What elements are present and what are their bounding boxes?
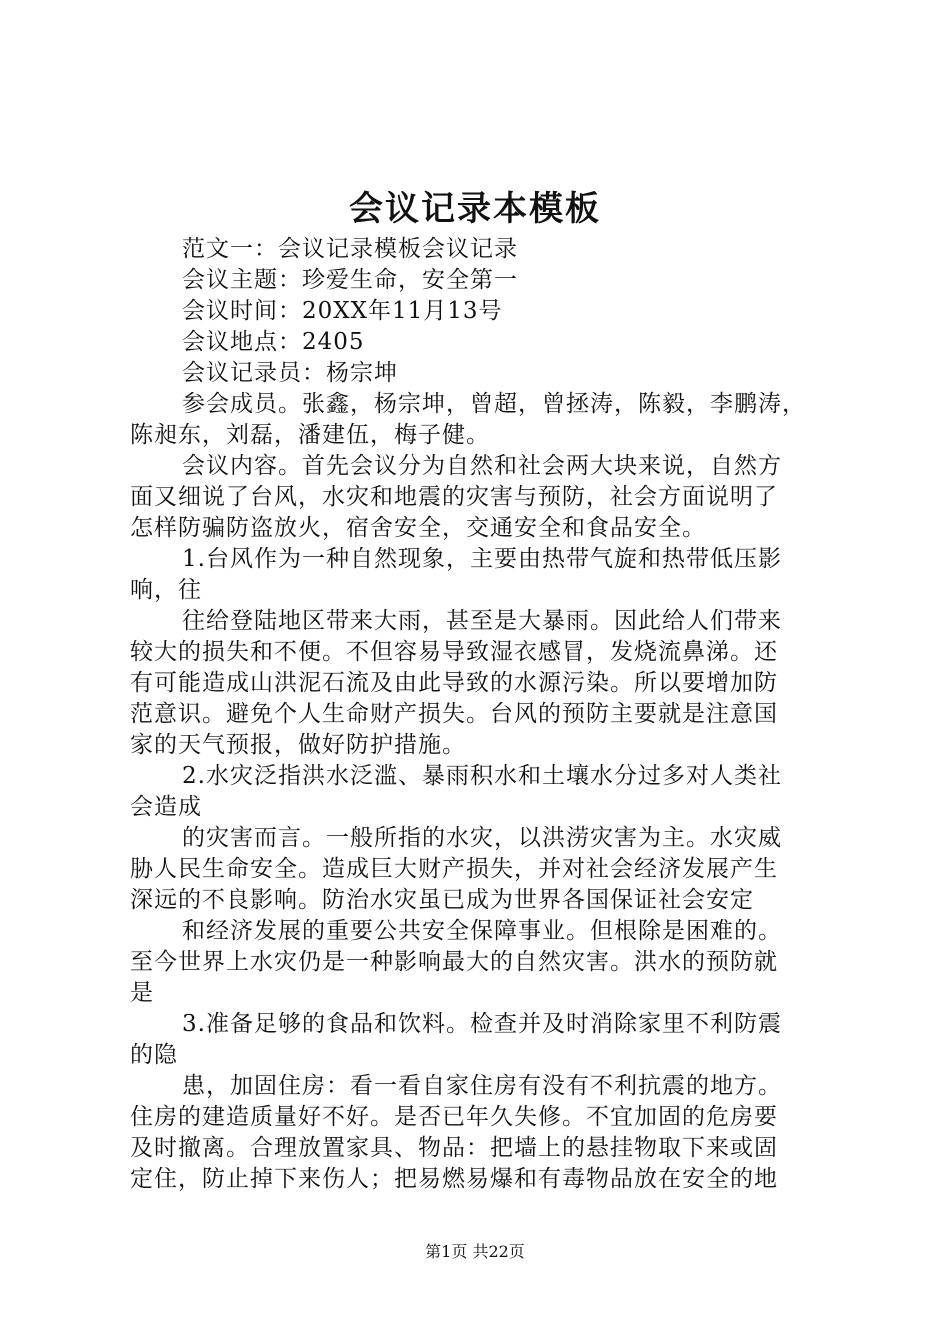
document-title: 会议记录本模板	[349, 189, 601, 229]
text-line: 会议地点：2405	[182, 329, 365, 355]
text-line: 3.准备足够的食品和饮料。检查并及时消除家里不利防震	[182, 1011, 782, 1037]
text-line: 范文一：会议记录模板会议记录	[182, 236, 518, 262]
page-footer: 第1页 共22页	[425, 1242, 525, 1261]
text-line: 范意识。避免个人生命财产损失。台风的预防主要就是注意国	[130, 701, 778, 727]
text-line: 住房的建造质量好不好。是否已年久失修。不宜加固的危房要	[130, 1104, 778, 1130]
text-line: 深远的不良影响。防治水灾虽已成为世界各国保证社会安定	[130, 887, 754, 913]
text-line: 胁人民生命安全。造成巨大财产损失，并对社会经济发展产生	[130, 856, 778, 882]
document-body	[130, 234, 830, 1195]
text-line: 患，加固住房：看一看自家住房有没有不利抗震的地方。	[182, 1073, 782, 1099]
text-line: 陈昶东，刘磊，潘建伍，梅子健。	[130, 422, 490, 448]
text-line: 较大的损失和不便。不但容易导致湿衣感冒，发烧流鼻涕。还	[130, 639, 778, 665]
text-line: 1.台风作为一种自然现象，主要由热带气旋和热带低压影	[182, 546, 782, 572]
text-line: 2.水灾泛指洪水泛滥、暴雨积水和土壤水分过多对人类社	[182, 763, 782, 789]
text-line: 有可能造成山洪泥石流及由此导致的水源污染。所以要增加防	[130, 670, 778, 696]
text-line: 往给登陆地区带来大雨，甚至是大暴雨。因此给人们带来	[182, 608, 782, 634]
text-line: 及时撤离。合理放置家具、物品：把墙上的悬挂物取下来或固	[130, 1135, 778, 1161]
text-line: 家的天气预报，做好防护措施。	[130, 732, 466, 758]
text-line: 定住，防止掉下来伤人；把易燃易爆和有毒物品放在安全的地	[130, 1166, 778, 1192]
text-line: 怎样防骗防盗放火，宿舍安全，交通安全和食品安全。	[130, 515, 706, 541]
text-line: 会议记录员：杨宗坤	[182, 360, 398, 386]
text-line: 参会成员。张鑫，杨宗坤，曾超，曾拯涛，陈毅，李鹏涛，	[182, 391, 806, 417]
text-line: 面又细说了台风，水灾和地震的灾害与预防，社会方面说明了	[130, 484, 778, 510]
text-line: 至今世界上水灾仍是一种影响最大的自然灾害。洪水的预防就	[130, 949, 778, 975]
text-line: 会议主题：珍爱生命，安全第一	[182, 267, 518, 293]
text-line: 的隐	[130, 1042, 178, 1068]
text-line: 会议内容。首先会议分为自然和社会两大块来说，自然方	[182, 453, 782, 479]
text-line: 会造成	[130, 794, 202, 820]
text-line: 会议时间：20XX年11月13号	[182, 298, 503, 324]
text-line: 和经济发展的重要公共安全保障事业。但根除是困难的。	[182, 918, 782, 944]
text-line: 的灾害而言。一般所指的水灾，以洪涝灾害为主。水灾威	[182, 825, 782, 851]
text-line: 响，往	[130, 577, 202, 603]
text-line: 是	[130, 980, 154, 1006]
